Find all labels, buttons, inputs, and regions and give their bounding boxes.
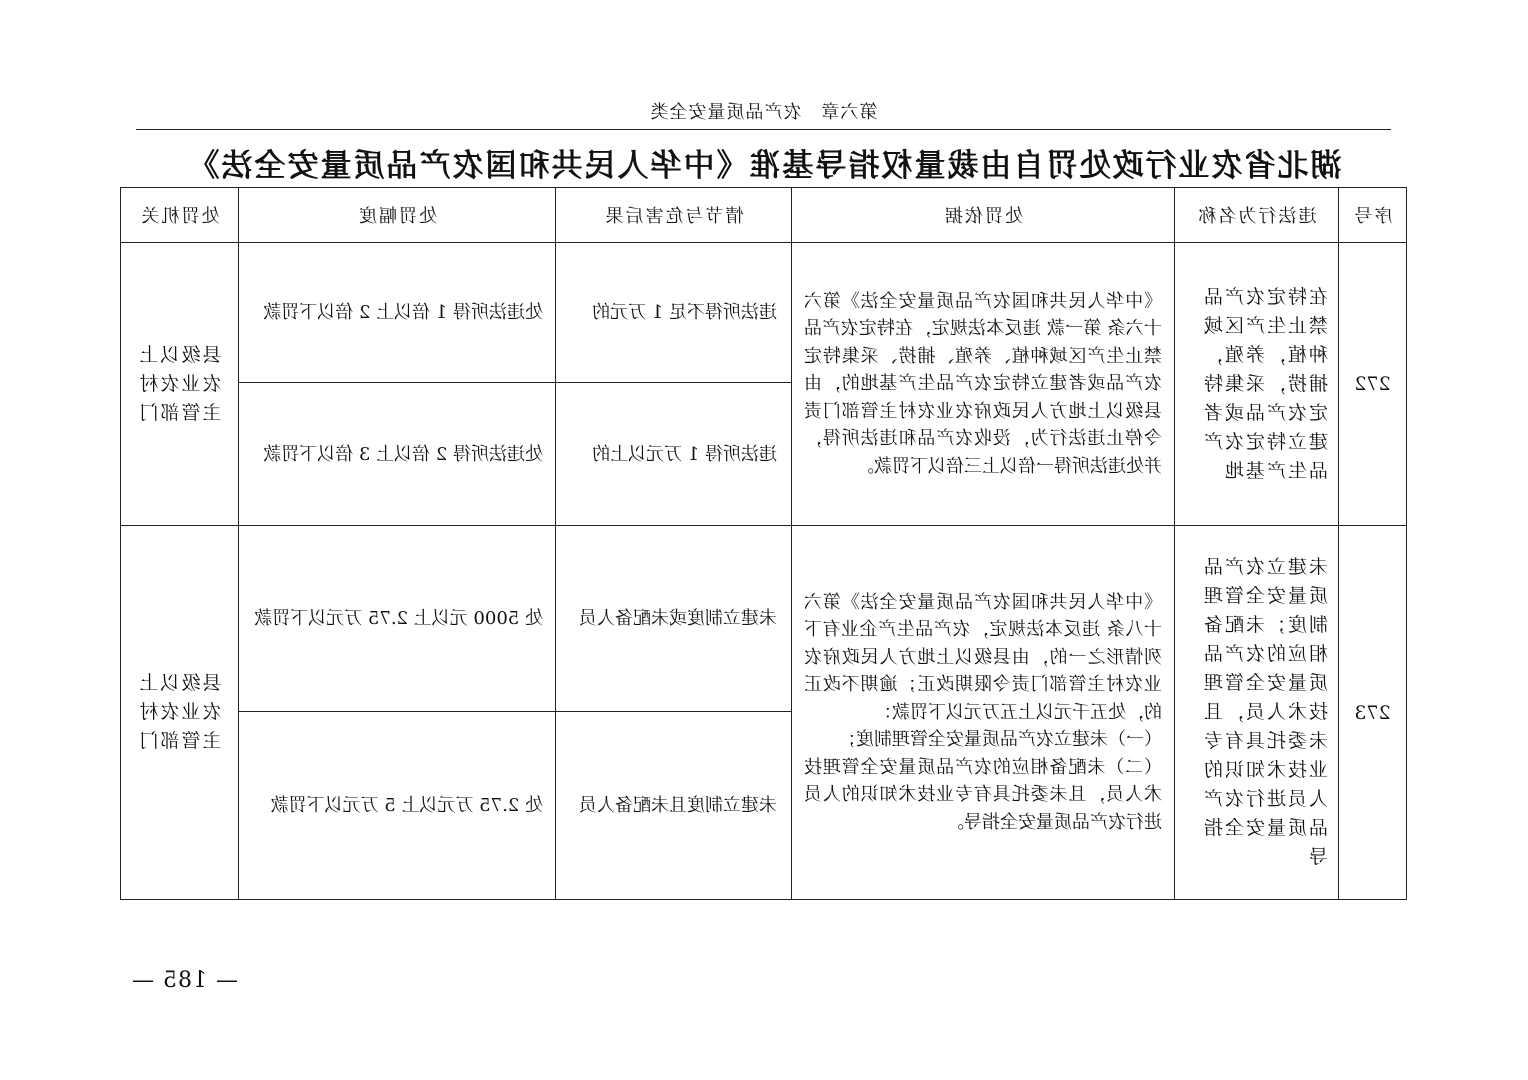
penalty-range: 处违法所得 2 倍以上 3 倍以下罚款: [239, 383, 556, 526]
page-number: — 185 —: [131, 968, 238, 993]
penalty-basis-cell: [792, 526, 1175, 900]
penalty-range: 处 2.75 万元以上 5 万元以下罚款: [239, 712, 556, 900]
penalty-authority-cell: [121, 526, 239, 900]
violation-name: 在特定农产品禁止生产区域种植，养殖，捕捞，采集特定农产品或者建立特定农产品生产基地: [1175, 243, 1339, 526]
header-name: 违法行为名称: [1175, 188, 1339, 243]
header-plot: 情节与危害后果: [556, 188, 792, 243]
circumstance: 未建立制度且未配备人员: [556, 712, 792, 900]
running-head: 第六章 农产品质量安全类: [649, 102, 878, 123]
row-number: 272: [1339, 243, 1407, 526]
penalty-basis: 《中华人民共和国农产品质量安全法》第六十六条 第一款 违反本法规定，在特定农产品禁止生产区域种植、养殖、捕捞、采集特定农产品或者建立特定农产品生产基地的，由县级以上地方人民政府农业农村主管部门责令停止违法行为，没收农产品和违法所得，并处违法所得一倍以上三倍以下罚款。: [792, 243, 1175, 526]
penalty-basis: 《中华人民共和国农产品质量安全法》第六十八条 违反本法规定，农产品生产企业有下列情形之一的，由县级以上地方人民政府农业农村主管部门责令限期改正；逾期不改正的，处五千元以上五万元以下罚款： （一）未建立农产品质量安全管理制度； （二）未配备相应的农产品质量安全管理技术人员，且未委托具有专业技术知识的人员进行农产品质量安全指导。: [804, 591, 1162, 833]
penalty-authority: 县级以上 农业农村 主管部门: [137, 343, 222, 424]
header-basis: 处罚依据: [792, 188, 1175, 243]
row-number: 273: [1339, 526, 1407, 900]
header-no: 序号: [1339, 188, 1407, 243]
penalty-authority: 县级以上 农业农村 主管部门: [137, 672, 222, 752]
document-title: 湖北省农业行政处罚自由裁量权指导基准《中华人民共和国农产品质量安全法》: [186, 148, 1342, 184]
header-rule: [136, 129, 1391, 130]
penalty-range: 处违法所得 1 倍以上 2 倍以下罚款: [239, 243, 556, 383]
table-row: [121, 526, 1407, 712]
circumstance: 违法所得 1 万元以上的: [556, 383, 792, 526]
table-row: [121, 243, 1407, 383]
circumstance: 违法所得不足 1 万元的: [556, 243, 792, 383]
penalty-table: [120, 187, 1407, 900]
penalty-range: 处 5000 元以上 2.75 万元以下罚款: [239, 526, 556, 712]
circumstance: 未建立制度或未配备人员: [556, 526, 792, 712]
table-header-row: [121, 188, 1407, 243]
violation-name: 未建立农产品质量安全管理制度；未配备相应的农产品质量安全管理技术人员，且未委托具有专业技术知识的人员进行农产品质量安全指导: [1175, 526, 1339, 900]
header-range: 处罚幅度: [239, 188, 556, 243]
header-dept: 处罚机关: [121, 188, 239, 243]
penalty-authority-cell: [121, 243, 239, 526]
